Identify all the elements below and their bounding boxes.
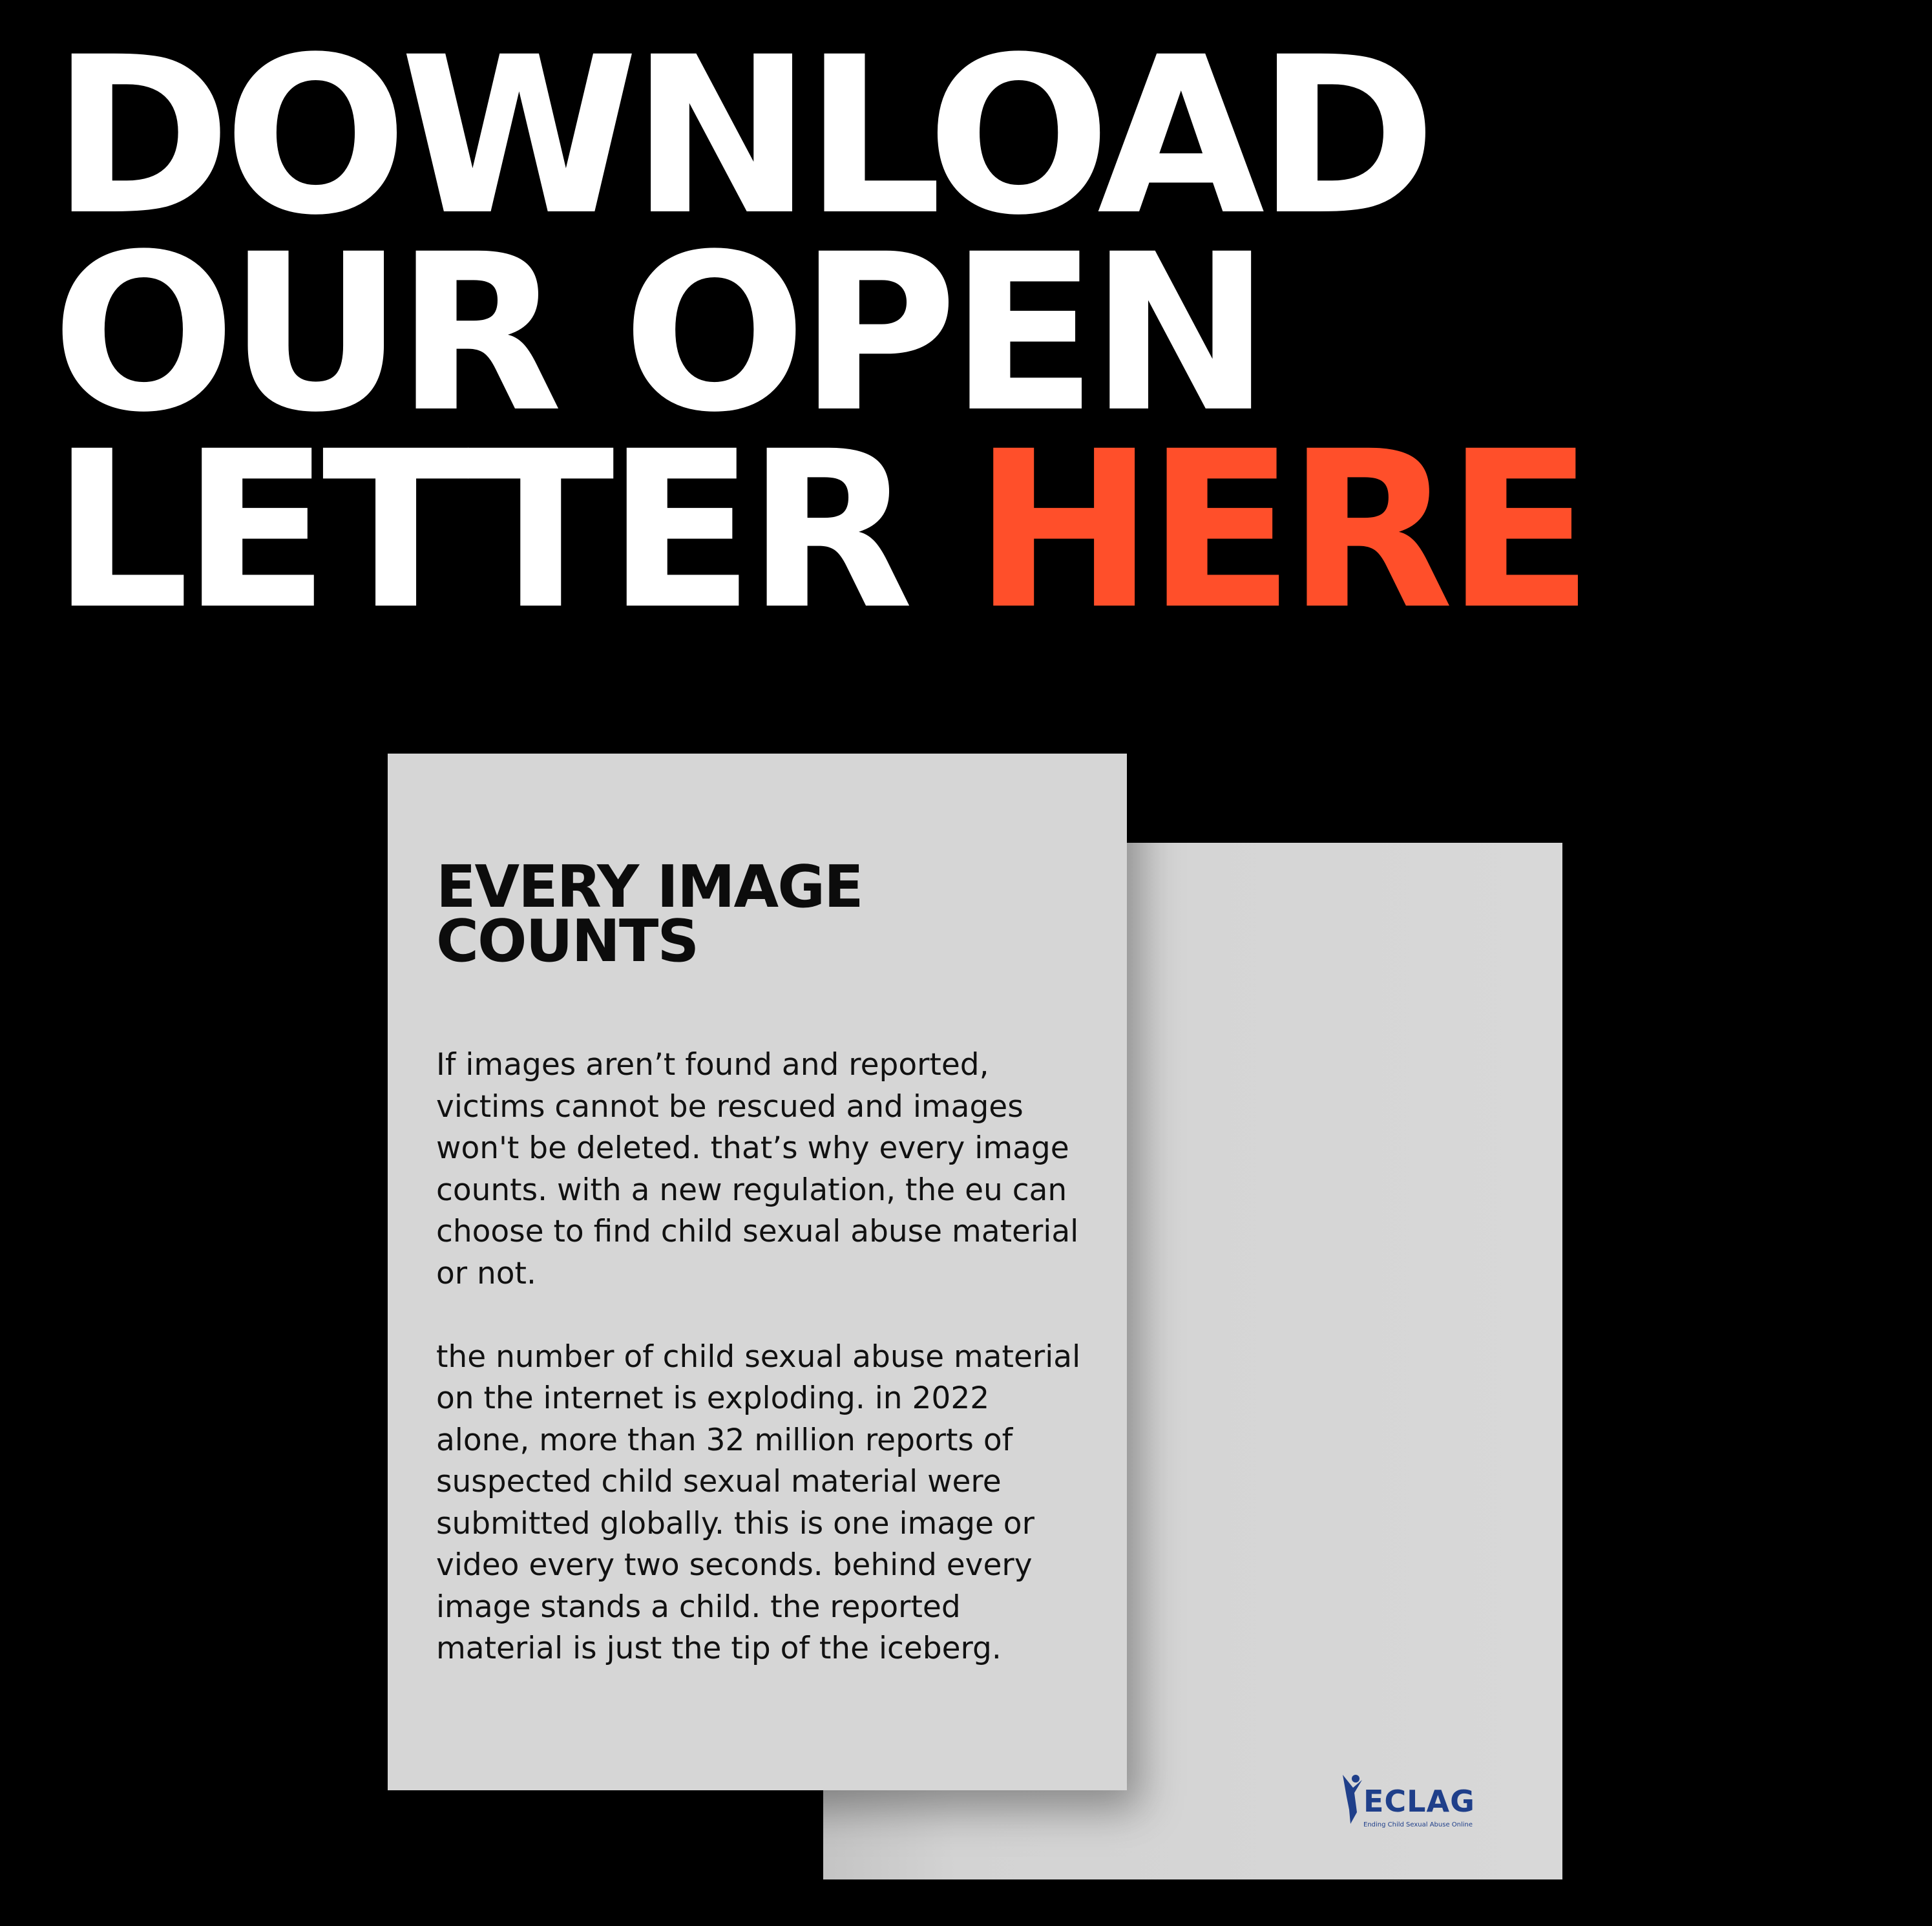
eclag-logo xyxy=(1340,1773,1495,1838)
open-letter-front-page[interactable] xyxy=(388,754,1127,1790)
letter-paragraph-1: If images aren’t found and reported, victims cannot be rescued and images won't be deleted. that’s why every image counts. with a new regulation, the eu can choose to find child sexual abuse material or not. xyxy=(436,1047,1079,1291)
letter-title-line-2: COUNTS xyxy=(436,907,698,975)
headline-line-3 xyxy=(52,405,1586,657)
logo-tagline: Ending Child Sexual Abuse Online xyxy=(1363,1821,1473,1828)
letter-title xyxy=(436,853,863,975)
headline-line-1: DOWNLOAD xyxy=(52,11,1429,263)
letter-body xyxy=(436,1044,1089,1711)
headline xyxy=(52,11,1586,657)
person-jumping-icon xyxy=(1340,1773,1366,1825)
letter-title-line-1: EVERY IMAGE xyxy=(436,853,863,921)
logo-wordmark: ECLAG xyxy=(1363,1784,1475,1819)
letter-paragraph-2: the number of child sexual abuse material on the internet is exploding. in 2022 alone, more than 32 million reports of suspected child sexual material were submitted globally. this is one image or video every two seconds. behind every image stands a child. the reported material is just the tip of the iceberg. xyxy=(436,1339,1081,1666)
headline-line-2: OUR OPEN xyxy=(52,208,1263,460)
headline-letter-word: LETTER xyxy=(52,405,906,657)
download-here-link[interactable]: HERE xyxy=(973,405,1586,657)
